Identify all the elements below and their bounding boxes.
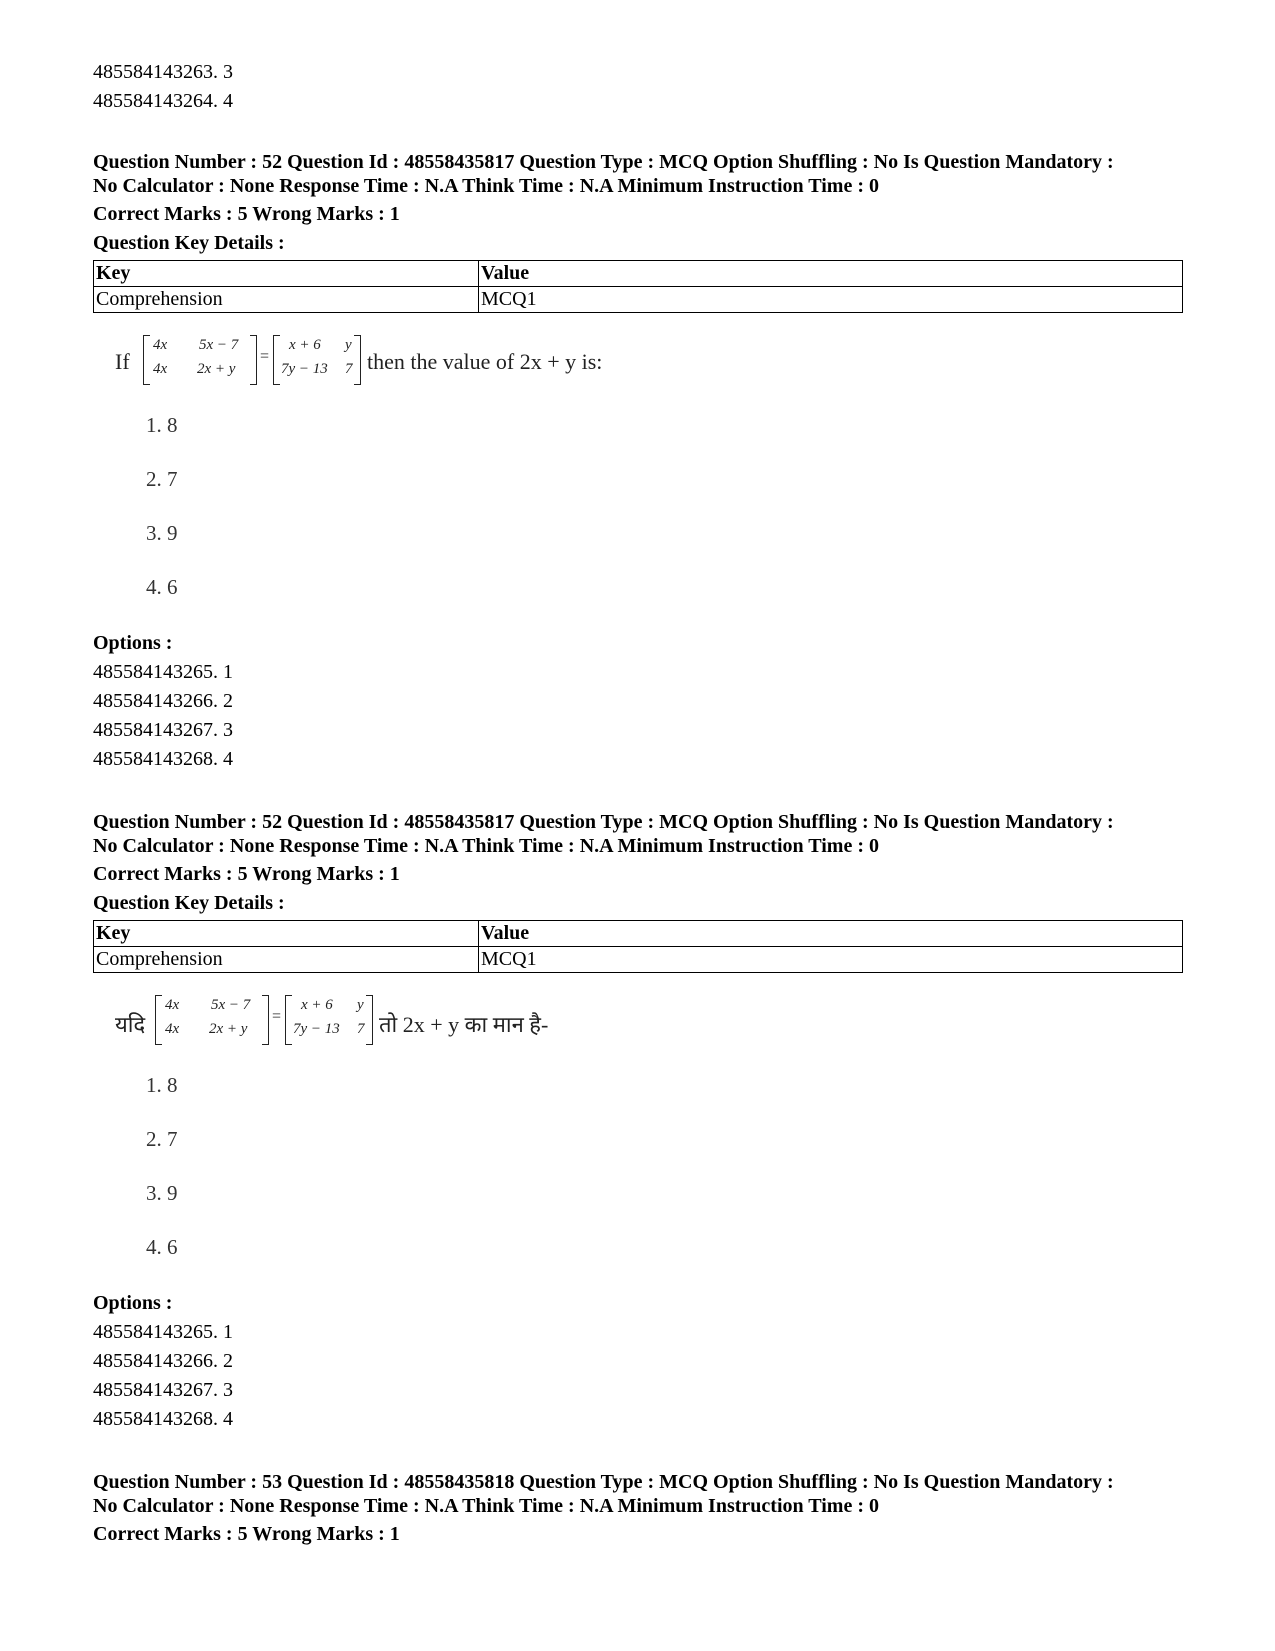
question-tail: तो 2x + y का मान है- <box>379 1012 549 1037</box>
equals-sign: = <box>260 348 270 365</box>
matrix-cell: 7 <box>357 1021 365 1037</box>
question-header-line1: Question Number : 52 Question Id : 48558435817 Question Type : MCQ Option Shuffling : No Is Question Mandatory : <box>93 151 1114 173</box>
matrix-cell: 7y − 13 <box>293 1021 340 1037</box>
matrix-cell: 4x <box>165 997 180 1013</box>
choice-item: 3. 9 <box>146 521 178 545</box>
marks-line: Correct Marks : 5 Wrong Marks : 1 <box>93 863 400 885</box>
choice-list <box>146 1073 1183 1289</box>
question-block-hindi <box>93 810 1183 1434</box>
option-item: 485584143265. 1 <box>93 1321 233 1343</box>
question-header-line2: No Calculator : None Response Time : N.A Think Time : N.A Minimum Instruction Time : 0 <box>93 835 879 857</box>
question-header-line2: No Calculator : None Response Time : N.A Think Time : N.A Minimum Instruction Time : 0 <box>93 175 879 197</box>
matrix-cell: y <box>357 997 364 1013</box>
choice-item: 2. 7 <box>146 1127 178 1151</box>
choice-item: 4. 6 <box>146 575 178 599</box>
matrix-right <box>273 335 361 383</box>
document-page <box>93 58 1183 1549</box>
key-cell: Comprehension <box>94 947 479 973</box>
marks-line: Correct Marks : 5 Wrong Marks : 1 <box>93 203 400 225</box>
matrix-right <box>285 995 373 1043</box>
choice-item: 4. 6 <box>146 1235 178 1259</box>
matrix-left <box>143 335 257 383</box>
question-equation <box>115 995 1183 1063</box>
option-item: 485584143268. 4 <box>93 1408 233 1430</box>
options-label: Options : <box>93 632 173 654</box>
matrix-cell: 2x + y <box>209 1021 248 1037</box>
choice-list <box>146 413 1183 629</box>
option-item: 485584143266. 2 <box>93 690 233 712</box>
choice-item: 2. 7 <box>146 467 178 491</box>
top-options-list <box>93 58 1183 116</box>
choice-item: 1. 8 <box>146 1073 178 1097</box>
value-cell: MCQ1 <box>479 287 1183 313</box>
question-lead: यदि <box>115 1012 146 1037</box>
question-equation <box>115 335 1183 403</box>
option-item: 485584143263. 3 <box>93 61 233 83</box>
key-details-table <box>93 920 1183 973</box>
choice-item: 3. 9 <box>146 1181 178 1205</box>
marks-line: Correct Marks : 5 Wrong Marks : 1 <box>93 1523 400 1545</box>
matrix-cell: 7y − 13 <box>281 361 328 377</box>
option-item: 485584143266. 2 <box>93 1350 233 1372</box>
option-item: 485584143267. 3 <box>93 1379 233 1401</box>
value-header: Value <box>479 261 1183 287</box>
question-header-line2: No Calculator : None Response Time : N.A Think Time : N.A Minimum Instruction Time : 0 <box>93 1495 879 1517</box>
question-block-english <box>93 150 1183 774</box>
option-item: 485584143267. 3 <box>93 719 233 741</box>
key-header: Key <box>94 261 479 287</box>
equals-sign: = <box>272 1008 282 1025</box>
matrix-cell: x + 6 <box>289 337 321 353</box>
key-cell: Comprehension <box>94 287 479 313</box>
option-item: 485584143265. 1 <box>93 661 233 683</box>
option-item: 485584143264. 4 <box>93 90 233 112</box>
table-row <box>94 287 1183 313</box>
table-header-row <box>94 921 1183 947</box>
table-header-row <box>94 261 1183 287</box>
question-header-line1: Question Number : 53 Question Id : 48558435818 Question Type : MCQ Option Shuffling : No Is Question Mandatory : <box>93 1471 1114 1493</box>
matrix-left <box>155 995 269 1043</box>
matrix-cell: 7 <box>345 361 353 377</box>
question-tail: then the value of 2x + y is: <box>367 349 603 374</box>
matrix-cell: 5x − 7 <box>199 337 239 353</box>
matrix-cell: x + 6 <box>301 997 333 1013</box>
question-header-line1: Question Number : 52 Question Id : 48558435817 Question Type : MCQ Option Shuffling : No Is Question Mandatory : <box>93 811 1114 833</box>
question-block-53 <box>93 1470 1183 1549</box>
key-details-label: Question Key Details : <box>93 892 285 914</box>
table-row <box>94 947 1183 973</box>
matrix-cell: 4x <box>153 361 168 377</box>
matrix-cell: 5x − 7 <box>211 997 251 1013</box>
key-details-label: Question Key Details : <box>93 232 285 254</box>
matrix-cell: 4x <box>165 1021 180 1037</box>
value-cell: MCQ1 <box>479 947 1183 973</box>
matrix-cell: y <box>345 337 352 353</box>
value-header: Value <box>479 921 1183 947</box>
option-item: 485584143268. 4 <box>93 748 233 770</box>
options-label: Options : <box>93 1292 173 1314</box>
choice-item: 1. 8 <box>146 413 178 437</box>
key-header: Key <box>94 921 479 947</box>
key-details-table <box>93 260 1183 313</box>
matrix-cell: 2x + y <box>197 361 236 377</box>
question-lead: If <box>115 349 130 374</box>
matrix-cell: 4x <box>153 337 168 353</box>
